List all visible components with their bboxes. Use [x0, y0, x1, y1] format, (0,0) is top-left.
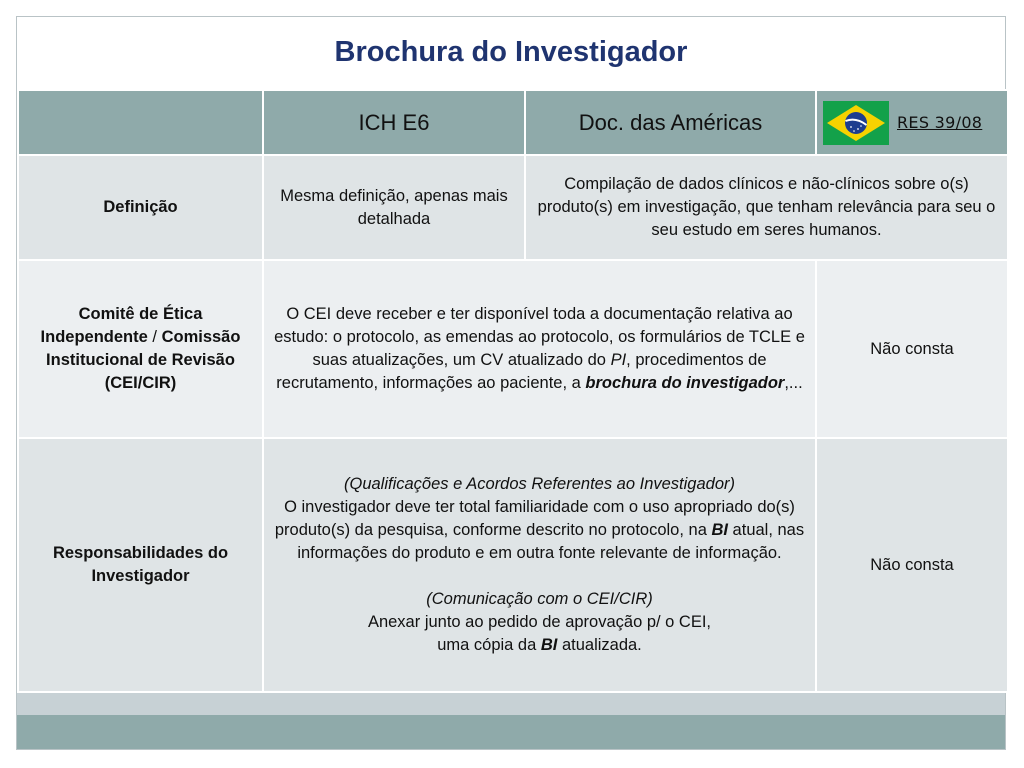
comite-label-part1: Comitê de Ética Independente	[40, 305, 203, 346]
brazil-flag-icon	[823, 101, 889, 145]
comite-text-pre: O CEI deve receber e ter disponível toda a documentação relativa ao estudo: o protocolo, as emendas ao protocolo, os formulários de TCLE e suas atualizações, um CV atualizado do	[274, 305, 805, 369]
header-ich-e6: ICH E6	[263, 90, 525, 155]
resp-p1-pre: O investigador deve ter total familiaridade com o uso apropriado do(s) produto(s) da pesquisa, conforme descrito no protocolo, na	[274, 498, 795, 539]
table-row	[18, 260, 1008, 438]
responsabilidades-res-cell: Não consta	[816, 438, 1008, 692]
comite-label-sep: /	[147, 328, 162, 346]
comite-text-end: ,...	[784, 374, 803, 392]
comparison-table	[17, 89, 1009, 693]
comite-text-mid: , procedimentos de recrutamento, informações ao paciente, a	[276, 351, 767, 392]
page-title: Brochura do Investigador	[334, 35, 688, 68]
resp-p2-bi: BI	[540, 636, 558, 654]
resp-p1-bi: BI	[711, 521, 728, 539]
row-label-responsabilidades: Responsabilidades do Investigador	[18, 438, 263, 692]
table-row	[18, 438, 1008, 692]
comite-text-pi: PI	[610, 351, 627, 369]
row-label-comite	[18, 260, 263, 438]
row-label-definicao: Definição	[18, 155, 263, 260]
table-row	[18, 155, 1008, 260]
comite-merged-cell	[263, 260, 816, 438]
responsabilidades-merged-cell	[263, 438, 816, 692]
resp-p2-pre: uma cópia da	[437, 636, 541, 654]
resp-p2-line1: Anexar junto ao pedido de aprovação p/ o CEI,	[367, 613, 712, 631]
comite-res-cell: Não consta	[816, 260, 1008, 438]
footer-band-light	[17, 693, 1005, 715]
slide	[16, 16, 1006, 750]
resp-p2-title: (Comunicação com o CEI/CIR)	[426, 590, 653, 608]
resp-p1-title: (Qualificações e Acordos Referentes ao Investigador)	[343, 475, 735, 493]
definicao-ich-cell: Mesma definição, apenas mais detalhada	[263, 155, 525, 260]
header-res	[816, 90, 1008, 155]
footer-band-dark	[17, 715, 1005, 749]
definicao-americas-cell: Compilação de dados clínicos e não-clínicos sobre o(s) produto(s) em investigação, que tenham relevância para seu o seu estudo em seres humanos.	[525, 155, 1008, 260]
header-empty-cell	[18, 90, 263, 155]
comite-text-brochura: brochura do investigador	[585, 374, 785, 392]
resp-p2-post: atualizada.	[557, 636, 642, 654]
table-header-row	[18, 90, 1008, 155]
comite-label-part2: Comissão Institucional de Revisão (CEI/CIR)	[46, 328, 241, 392]
header-doc-americas: Doc. das Américas	[525, 90, 816, 155]
res-39-08-label: RES 39/08	[897, 113, 983, 132]
resp-p1-post: atual, nas informações do produto e em outra fonte relevante de informação.	[297, 521, 805, 562]
